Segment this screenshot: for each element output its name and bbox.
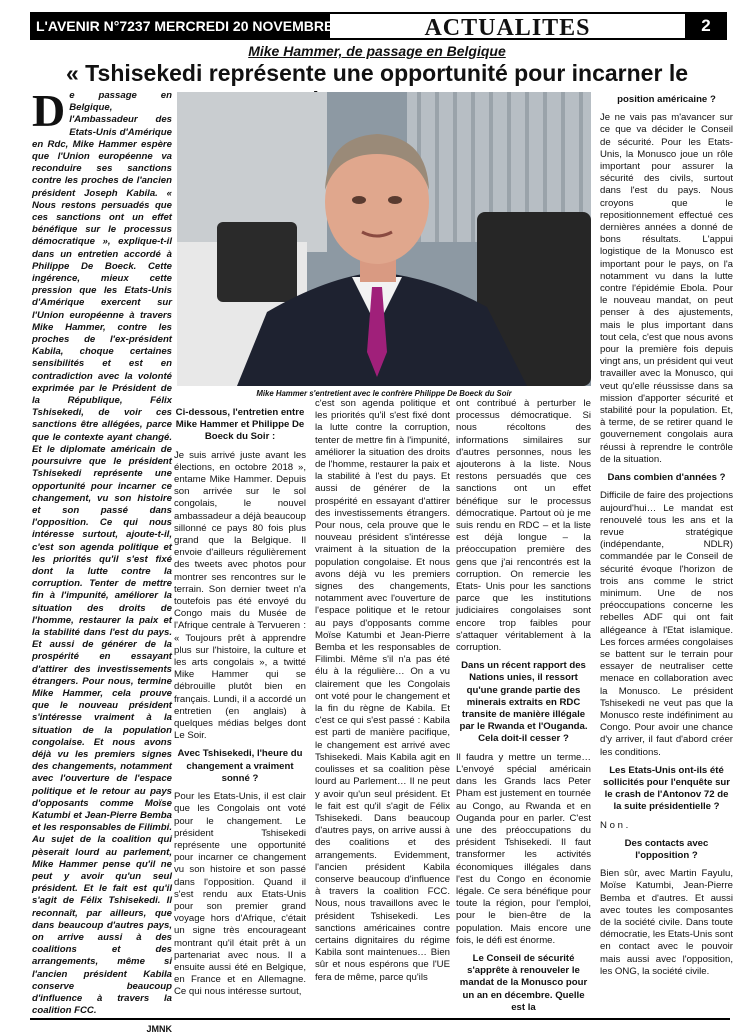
intro-text: e passage en Belgique, l'Ambassadeur des Etats-Unis d'Amérique en Rdc, Mike Hammer espère que l'Union européenne va reconduire ses sanctions contre les proches de l'ancien président Joseph Kabila. « Nous restons persuadés que ces sanctions ont un effet bénéfique sur le processus démocratique », explique-t-il dans un entretien accordé à Philippe De Boeck. Cette ingérence, mieux cette pression que les Etats-Unis d'Amérique exercent sur l'Union européenne à travers Mike Hammer, contre les proches de l'ex-président Kabila, choque certaines sensibilités et est en contradiction avec la volonté exprimée par le Président de la République, Félix Tshisekedi, de voir ces sanctions être allégées, parce que le contexte ayant changé. Et le diplomate américain de poursuivre que le président Tshisekedi représente une opportunité pour incarner ce changement, vu son histoire et son passé dans l'opposition. Ce qui nous intéresse surtout, ajoute-t-il, c'est son agenda politique et les priorités qu'il s'est fixé dont la lutte contre la corruption. Tenter de mettre fin à l'impunité, améliorer la situation des droits de l'homme, restaurer la paix et la stabilité dans l'est du pays. Et aussi de générer de la prospérité en essayant d'attirer des investissements étrangers. Pour nous, termine Mike Hammer, cela prouve que le nouveau président s'intéresse vraiment à la situation de la population congolaise. Et nous avons déjà vu les premiers signes des changements, notamment avec l'ouverture de l'espace politique et le retour au pays d'opposants comme Moïse Katumbi et Jean-Pierre Bemba et les responsables de Filimbi. Au sujet de la coalition qui pèserait lourd au parlement, Mike Hammer pense qu'il ne peut y avoir qu'un seul président. Et le fait est qu'il s'agit de Félix Tshisekedi. Il reconnaît, par ailleurs, que dans beaucoup d'autres pays, on arrive aussi à des coalitions et des arrangements, même si l'ancien président Kabila conserve beaucoup d'influence à travers la coalition FCC. <box>32 90 172 1017</box>
interview-column-4 <box>600 90 733 984</box>
paragraph: Pour les Etats-Unis, il est clair que les Congolais ont voté pour le changement. Le président Tshisekedi représente une opportunité pour incarner ce changement vu son histoire et son passé dans l'opposition. Quand il s'est rendu aux Etats-Unis pour son premier grand voyage hors d'Afrique, c'était un signe très encourageant montrant qu'il était prêt à un partenariat avec nous. Il a ensuite aussi été en Belgique, en France et en Allemagne. Ce qui nous intéresse surtout, <box>174 791 306 998</box>
question-continued: position américaine ? <box>617 94 716 105</box>
section-title: ACTUALITES <box>330 12 685 40</box>
question: Les Etats-Unis ont-ils été sollicités pour l'enquête sur le crash de l'Antonov 72 de la suite présidentielle ? <box>602 764 731 813</box>
issue-banner: L'AVENIR N°7237 MERCREDI 20 NOVEMBRE 2019 <box>30 12 330 40</box>
drop-cap: D <box>32 85 66 136</box>
photo-caption: Mike Hammer s'entretient avec le confrère Philippe De Boeck du Soir <box>256 389 512 398</box>
paragraph: Je suis arrivé juste avant les élections, en octobre 2018 », entame Mike Hammer. Depuis son arrivée sur le sol congolais, le nouvel ambassadeur a déjà beaucoup sillonné ce pays 80 fois plus grand que la Belgique. Il envoie d'ailleurs régulièrement des tweets avec photos pour montrer ses rencontres sur le terrain. Son dernier tweet n'a toutefois pas été envoyé du Congo mais du Musée de l'Afrique centrale à Tervueren : « Toujours prêt à apprendre plus sur l'histoire, la culture et les arts congolais », a twitté Mike Hammer qui se débrouille plutôt bien en français. Lundi, il a accordé un entretien (en anglais) à quelques médias belges dont Le Soir. <box>174 449 306 742</box>
question: Avec Tshisekedi, l'heure du changement a vraiment sonné ? <box>177 748 303 784</box>
paragraph: Bien sûr, avec Martin Fayulu, Moïse Katumbi, Jean-Pierre Bemba et d'autres. Et aussi avec toutes les composantes de la société civile. Dans toute démocratie, les Etats-Unis sont en contact avec le pouvoir mais aussi avec l'opposition, les ONG, la société civile. <box>600 868 733 977</box>
headline: « Tshisekedi représente une opportunité pour incarner le <box>66 60 688 86</box>
masthead <box>0 6 754 40</box>
question: Dans un récent rapport des Nations unies, il ressort qu'une grande partie des minerais extraits en RDC transite de manière illégale par le Rwanda et l'Ouganda. Cela doit-il cesser ? <box>459 660 588 745</box>
paragraph: N o n . <box>600 819 629 831</box>
interview-column-1 <box>174 403 306 1005</box>
question: Dans combien d'années ? <box>607 472 726 484</box>
bottom-rule <box>30 1018 730 1020</box>
article-photo <box>177 92 591 386</box>
paragraph: Difficile de faire des projections aujourd'hui… Le mandat est renouvelé tous les ans et la revue stratégique (indépendante, NDLR) commandée par le Conseil de sécurité évoque l'horizon de trois ans comme le strict minimum. Une de nos préoccupations concerne les rebelles ADF qui ont fait allégeance à l'Etat islamique. Les forces armées congolaises se battent sur le terrain pour essayer de neutraliser cette menace en collaboration avec la Monusco. Le président Tshisekedi ne veut pas que la Monusco reste indéfiniment au Congo. Pour avoir une chance d'y arriver, il faut d'abord créer les conditions. <box>600 490 733 758</box>
portrait-illustration <box>177 92 591 386</box>
paragraph: Il faudra y mettre un terme… L'envoyé spécial américain dans les Grands lacs Peter Pham est justement en tournée au Congo, au Rwanda et en Ouganda pour en parler. C'est une des préoccupations du président Tshisekedi. Il faut transformer les activités économiques illégales dans l'est du Congo en économie légale. Ce sera bénéfique pour toute la région, pour l'emploi, pour le bien-être de la population. Mais encore une fois, le défi est énorme. <box>456 751 591 946</box>
interview-lead: Ci-dessous, l'entretien entre Mike Hammer et Philippe De Boeck du Soir : <box>175 407 305 443</box>
kicker: Mike Hammer, de passage en Belgique <box>248 43 506 59</box>
question: Des contacts avec l'opposition ? <box>624 837 709 861</box>
author-signature: JMNK <box>146 1024 172 1035</box>
question: Le Conseil de sécurité s'apprête à renouveler le mandat de la Monusco pour un an en décembre. Quelle est la <box>459 952 588 1013</box>
page-number: 2 <box>685 12 727 40</box>
interview-column-3 <box>456 398 591 1020</box>
interview-column-2 <box>315 398 450 990</box>
paragraph: ont contribué à perturber le processus démocratique. Si nous récoltons des informations similaires sur d'autres personnes, nous les ajouterons à la liste. Nous restons persuadés que ces sanctions ont un effet bénéfique sur le processus démocratique. Partout où je me suis rendu en RDC – et la liste est déjà longue – la préoccupation première des gens que j'ai rencontrés est la corruption. On remercie les Etats- Unis pour les sanctions parce que les institutions judiciaires congolaises sont encore trop faibles pour s'attaquer véritablement à la corruption. <box>456 398 591 654</box>
intro-column <box>32 85 172 1036</box>
paragraph: Je ne vais pas m'avancer sur ce que va décider le Conseil de sécurité. Pour les Etats-Unis, la Monusco joue un rôle important pour assurer la sécurité des civils, surtout dans l'est du pays. Nous croyons que le repositionnement effectué ces dernières années a donné de bons résultats. L'appui logistique de la Monusco est important pour le pays, on l'a notamment vu dans la lutte contre l'épidémie Ebola. Pour le nouveau mandat, on peut penser à des ajustements, mais le plus important dans tout cela, c'est que nous avons pour la première fois depuis vingt ans, un président qui veut travailler avec la Monusco, qui veut qu'elle réussisse dans sa mission d'apporter sécurité et stabilité pour la population. Et, à terme, de se retirer quand le gouvernement congolais aura réussi à reprendre le contrôle de la situation. <box>600 112 733 465</box>
paragraph: c'est son agenda politique et les priorités qu'il s'est fixé dont la lutte contre la corruption, tenter de mettre fin à l'impunité, améliorer la situation des droits de l'homme, restaurer la paix et la stabilité à l'est du pays. Et aussi de générer de la prospérité en essayant d'attirer des investissements étrangers. Pour nous, cela prouve que le nouveau président s'intéresse vraiment à la situation de la population congolaise. Et nous avons déjà vu les premiers signes des changements, notamment avec l'ouverture de l'espace politique et le retour au pays d'opposants comme Moïse Katumbi et Jean-Pierre Bemba et les responsables de Filimbi. Même s'il n'a pas été élu à la régulière… On a vu clairement que les Congolais ont voté pour le changement et la fin du règne de Kabila. Et c'est ce qui s'est passé : Kabila est parti de manière pacifique, le changement est arrivé avec Tshisekedi. Mais Kabila agit en coulisses et sa coalition pèse lourd au Parlement… Il ne peut y avoir qu'un seul président. Et le fait est qu'il s'agit de Félix Tshisekedi. Dans beaucoup d'autres pays, on arrive aussi à des coalitions et des arrangements. Evidemment, l'ancien président Kabila conserve beaucoup d'influence à travers la coalition FCC. Nous, nous travaillons avec le président Tshisekedi. Les sanctions américaines contre certains dignitaires du régime Kabila sont maintenues… Bien sûr et nous espérons que l'UE fera de même, parce qu'ils <box>315 398 450 983</box>
